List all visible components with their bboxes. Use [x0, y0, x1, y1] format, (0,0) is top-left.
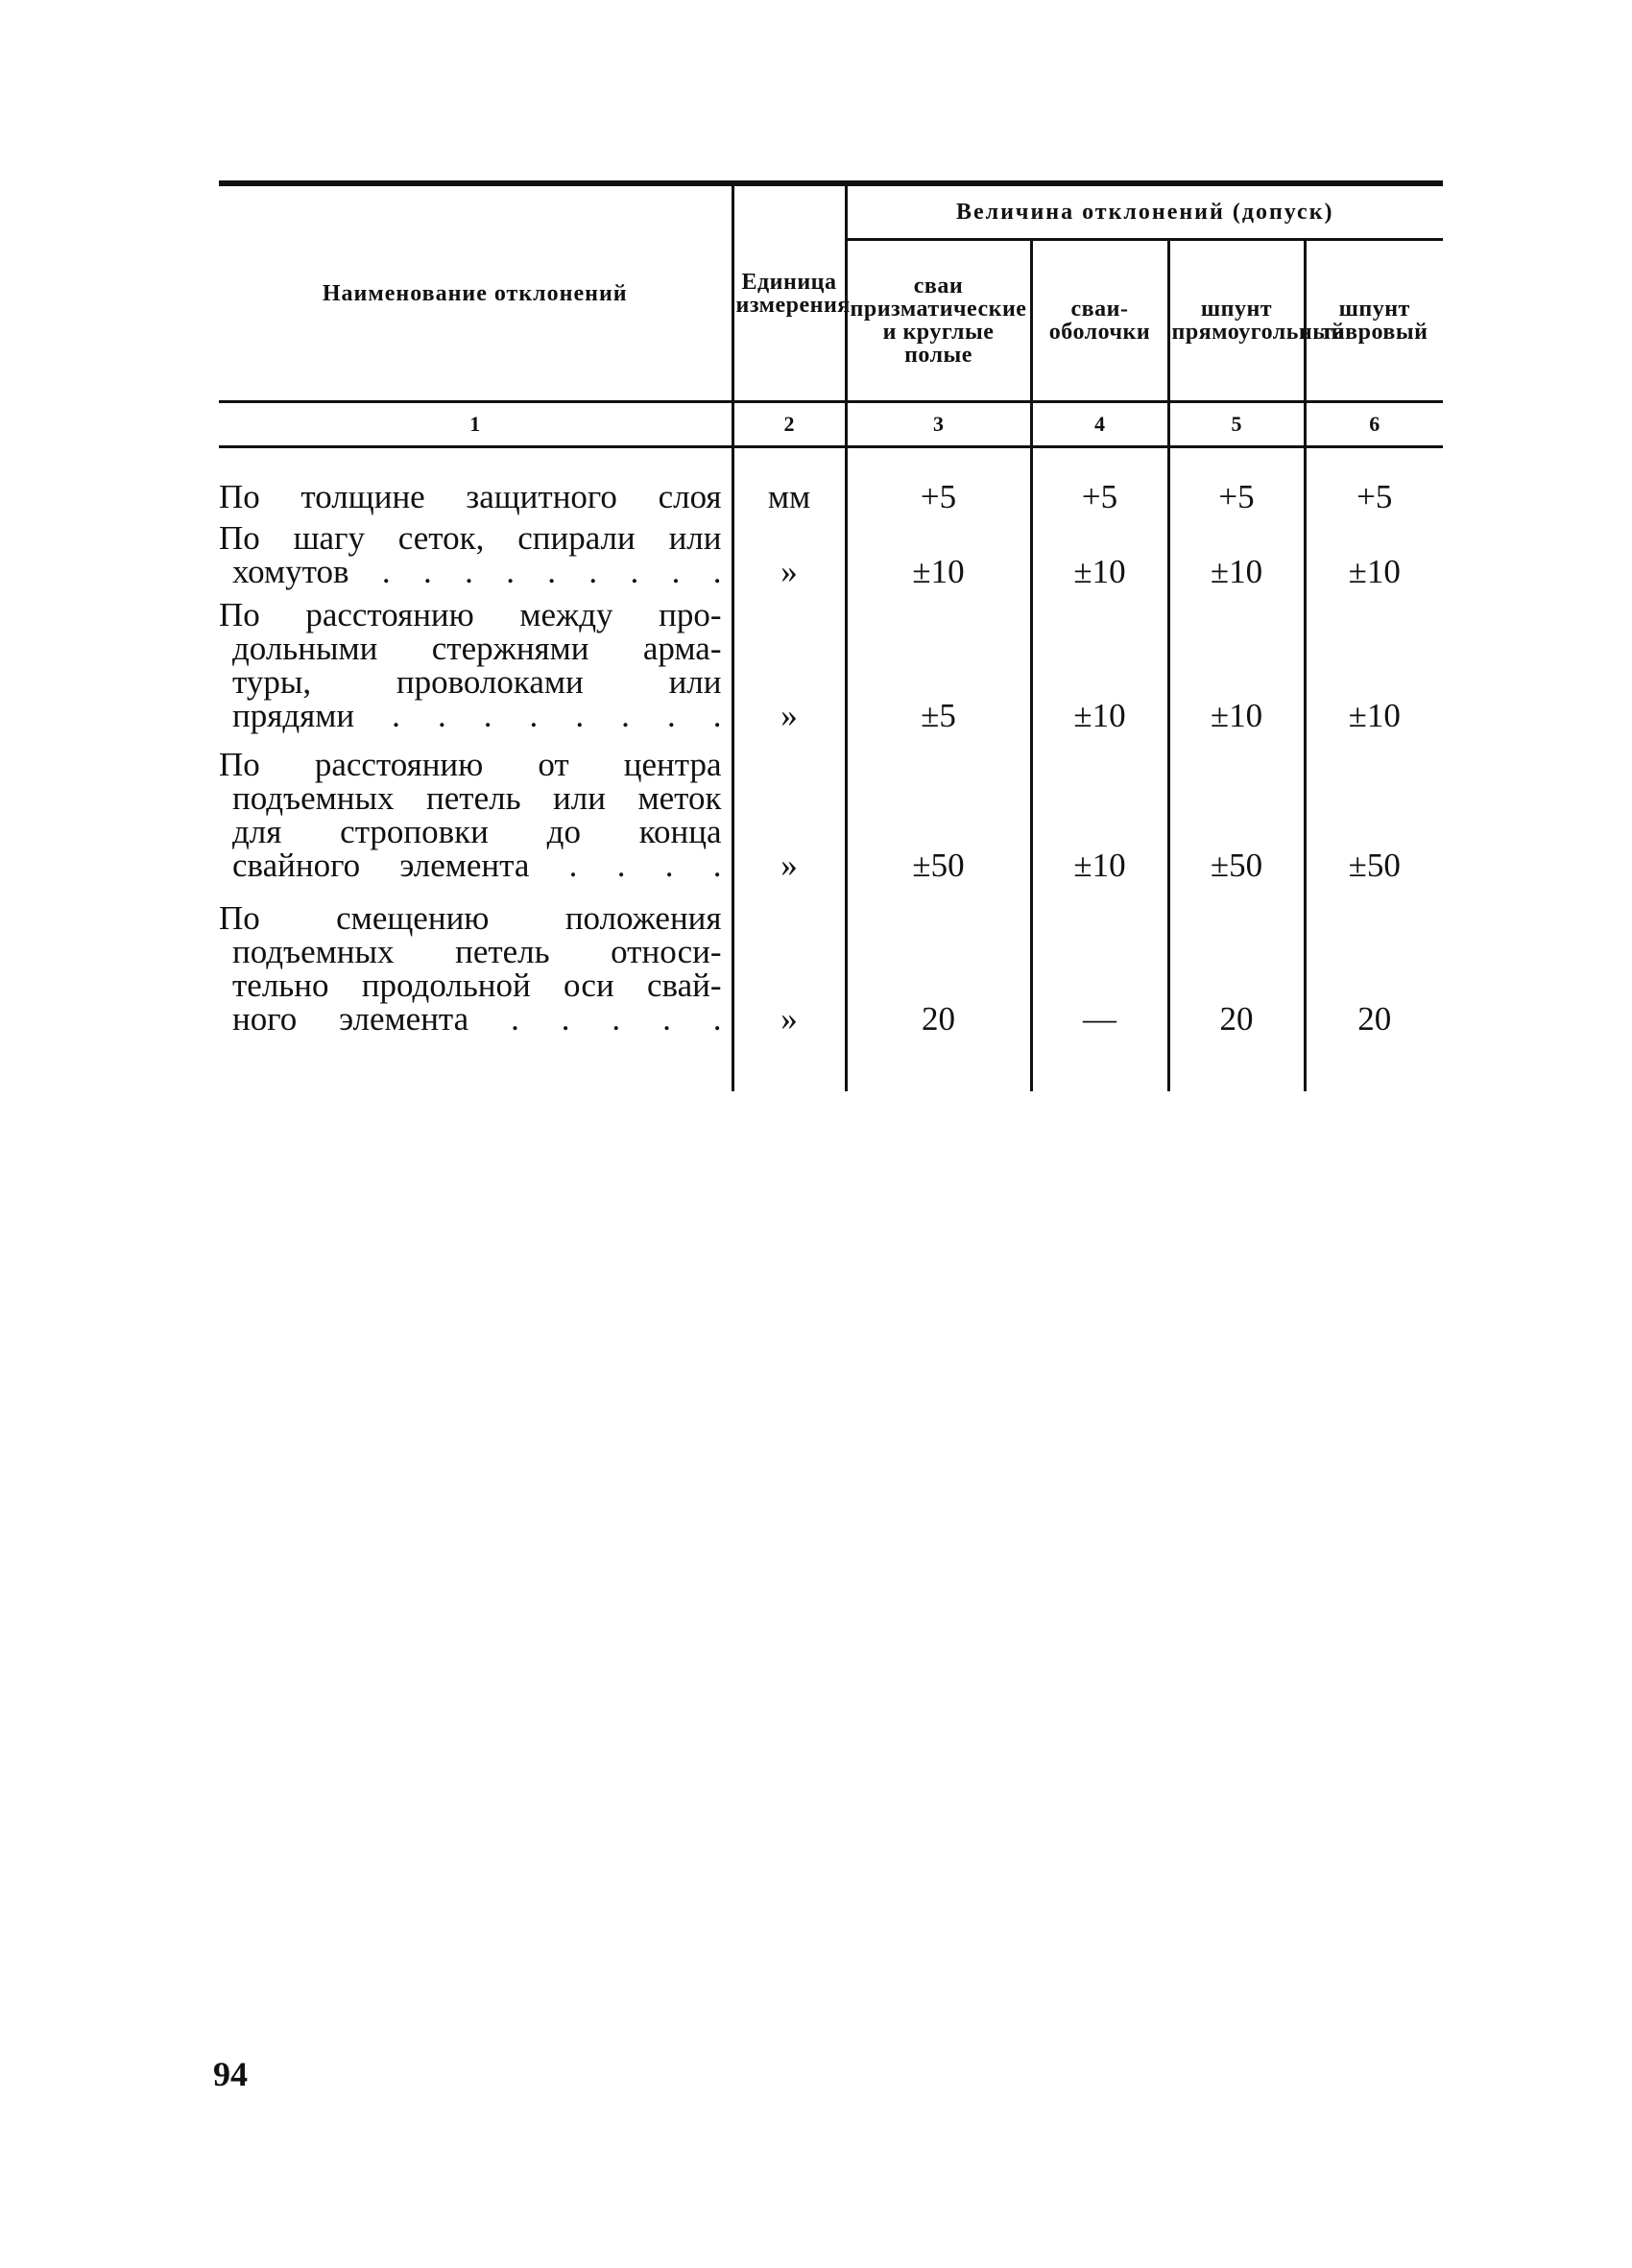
row-name-line: подъемных петель или меток [232, 779, 722, 817]
column-number: 3 [846, 402, 1031, 447]
row-name-line: дольными стержнями арма- [232, 630, 722, 667]
header-sub-3: шпунт прямоугольный [1168, 240, 1305, 402]
header-sub-2: сваи-оболочки [1031, 240, 1168, 402]
table-row [219, 588, 1443, 732]
row-name-line: тельно продольной оси свай- [232, 967, 722, 1004]
row-name-line: По расстоянию от центра [219, 746, 722, 783]
table-row [219, 732, 1443, 882]
column-number: 5 [1168, 402, 1305, 447]
page-number: 94 [213, 2055, 248, 2093]
row-value: ±10 [1305, 513, 1443, 588]
row-name-line: для строповки до конца [232, 813, 722, 850]
row-value: ±10 [1168, 513, 1305, 588]
row-value: ±50 [1305, 732, 1443, 882]
row-value: — [1031, 882, 1168, 1045]
row-value: ±50 [1168, 732, 1305, 882]
header-sub-4: шпунт тавровый [1305, 240, 1443, 402]
row-unit: мм [732, 466, 846, 513]
row-value: ±5 [846, 588, 1031, 732]
column-number: 1 [219, 402, 732, 447]
row-value: ±10 [1305, 588, 1443, 732]
row-value: ±10 [1168, 588, 1305, 732]
row-name [219, 882, 732, 1045]
row-value: 20 [1305, 882, 1443, 1045]
row-name-line: ного элемента . . . . . [232, 1000, 722, 1038]
row-unit: » [732, 513, 846, 588]
header-unit [732, 186, 851, 402]
row-value: ±10 [1031, 588, 1168, 732]
header-name: Наименование отклонений [219, 186, 732, 402]
row-value: 20 [1168, 882, 1305, 1045]
row-value: 20 [846, 882, 1031, 1045]
header-group: Величина отклонений (допуск) [846, 186, 1443, 240]
column-numbers-row [219, 402, 1443, 447]
table-row [219, 882, 1443, 1045]
row-name-line: свайного элемента . . . . [232, 847, 722, 884]
row-value: +5 [1305, 466, 1443, 513]
row-name [219, 588, 732, 732]
row-name-line: хомутов . . . . . . . . . [232, 553, 722, 590]
table-row [219, 466, 1443, 513]
row-name-line: подъемных петель относи- [232, 933, 722, 970]
row-unit: » [732, 882, 846, 1045]
row-name-line: По шагу сеток, спирали или [219, 519, 722, 557]
row-name-line: По смещению положения [219, 899, 722, 937]
row-name-line: прядями . . . . . . . . [232, 697, 722, 734]
row-value: ±10 [846, 513, 1031, 588]
row-value: +5 [846, 466, 1031, 513]
row-name [219, 732, 732, 882]
table-row [219, 513, 1443, 588]
row-name [219, 466, 732, 513]
row-value: +5 [1168, 466, 1305, 513]
deviation-table-wrapper [219, 180, 1443, 1091]
row-name [219, 513, 732, 588]
header-unit-text: Единица измерения [735, 269, 851, 318]
column-number: 4 [1031, 402, 1168, 447]
row-name-line: туры, проволоками или [232, 663, 722, 701]
deviation-table [219, 180, 1443, 1091]
column-number: 2 [732, 402, 846, 447]
row-value: ±50 [846, 732, 1031, 882]
row-value: ±10 [1031, 732, 1168, 882]
row-name-line: По толщине защитного слоя [219, 478, 722, 515]
row-value: +5 [1031, 466, 1168, 513]
row-name-line: По расстоянию между про- [219, 596, 722, 633]
row-unit: » [732, 732, 846, 882]
header-sub-1: сваи призматические и круглые полые [846, 240, 1031, 402]
row-unit: » [732, 588, 846, 732]
row-value: ±10 [1031, 513, 1168, 588]
column-number: 6 [1305, 402, 1443, 447]
